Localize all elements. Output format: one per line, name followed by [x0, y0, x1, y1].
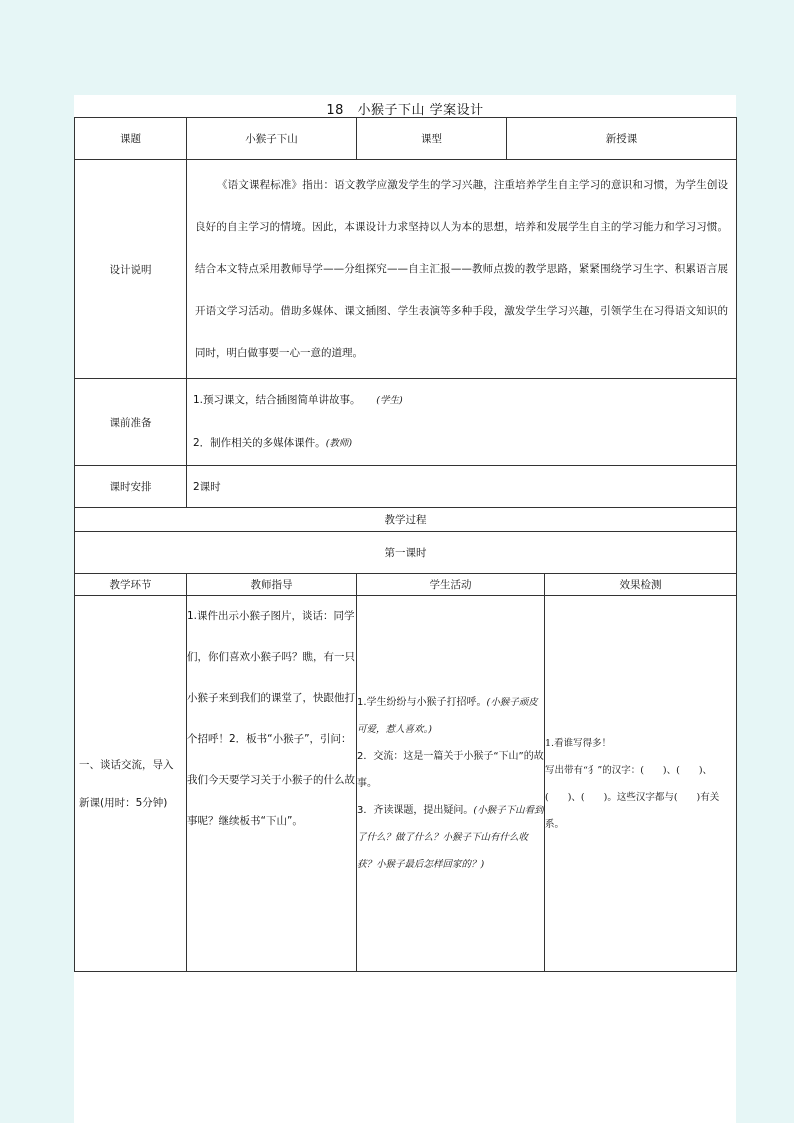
- student-item-1: 1.学生纷纷与小猴子打招呼。: [357, 697, 487, 708]
- column-header-row: [75, 574, 737, 596]
- student-item-3-note: (小猴子下山看到了什么？做了什么？小猴子下山有什么收获？小猴子最后怎样回家的？): [357, 805, 544, 870]
- student-cell: [357, 596, 545, 972]
- prep-item-2-note: (教师): [325, 438, 353, 449]
- column-header-teacher: 教师指导: [187, 574, 357, 596]
- prep-label: 课前准备: [75, 379, 187, 466]
- prep-content: [187, 379, 737, 466]
- check-cell: [545, 596, 737, 972]
- header-row: [75, 118, 737, 160]
- schedule-row: [75, 466, 737, 508]
- check-item-1: 1.看谁写得多！: [545, 737, 612, 749]
- design-label: 设计说明: [75, 160, 187, 379]
- teacher-cell: 1.课件出示小猴子图片，谈话：同学们，你们喜欢小猴子吗？瞧，有一只小猴子来到我们的课堂了，快跟他打个招呼！2．板书“小猴子”，引问：我们今天要学习关于小猴子的什么故事呢？继续板书“下山”。: [187, 596, 357, 972]
- lesson-heading: 第一课时: [75, 532, 737, 574]
- prep-item-1: 1.预习课文，结合插图简单讲故事。: [193, 394, 356, 406]
- document-title: 18 小猴子下山 学案设计: [326, 103, 484, 118]
- stage-cell: [75, 596, 187, 972]
- stage-time: (用时：5分钟): [100, 796, 168, 809]
- lesson-plan-table: [74, 117, 737, 972]
- lesson-row: [75, 532, 737, 574]
- process-row: [75, 508, 737, 532]
- topic-value: 小猴子下山: [187, 118, 357, 160]
- column-header-stage: 教学环节: [75, 574, 187, 596]
- column-header-student: 学生活动: [357, 574, 545, 596]
- type-value: 新授课: [507, 118, 737, 160]
- topic-label: 课题: [75, 118, 187, 160]
- student-item-1-note: (小猴子顽皮可爱，惹人喜欢。): [357, 697, 538, 735]
- prep-item-2: 2．制作相关的多媒体课件。: [193, 437, 326, 449]
- prep-row: [75, 379, 737, 466]
- student-item-2: 2．交流：这是一篇关于小猴子“下山”的故事。: [357, 751, 544, 789]
- column-header-check: 效果检测: [545, 574, 737, 596]
- student-item-3: 3．齐读课题，提出疑问。: [357, 805, 474, 816]
- stage-title: 一、谈话交流，导入新课: [79, 758, 174, 809]
- page-background-right: [736, 600, 794, 758]
- check-item-2: 写出带有“犭”的汉字：( )、( )、( )、( )。这些汉字都与( )有关系。: [545, 764, 720, 830]
- schedule-value: 2课时: [187, 466, 737, 508]
- schedule-label: 课时安排: [75, 466, 187, 508]
- activity-row: [75, 596, 737, 972]
- design-row: [75, 160, 737, 379]
- process-heading: 教学过程: [75, 508, 737, 532]
- prep-item-1-note: (学生): [376, 395, 403, 406]
- design-text: 《语文课程标准》指出：语文教学应激发学生的学习兴趣，注重培养学生自主学习的意识和习惯，为学生创设良好的自主学习的情境。因此，本课设计力求坚持以人为本的思想，培养和发展学生自主的学习能力和学习习惯。结合本文特点采用教师导学——分组探究——自主汇报——教师点拨的教学思路，紧紧围绕学习生字、积累语言展开语文学习活动。借助多媒体、课文插图、学生表演等多种手段，激发学生学习兴趣，引领学生在习得语文知识的同时，明白做事要一心一意的道理。: [187, 160, 737, 379]
- type-label: 课型: [357, 118, 507, 160]
